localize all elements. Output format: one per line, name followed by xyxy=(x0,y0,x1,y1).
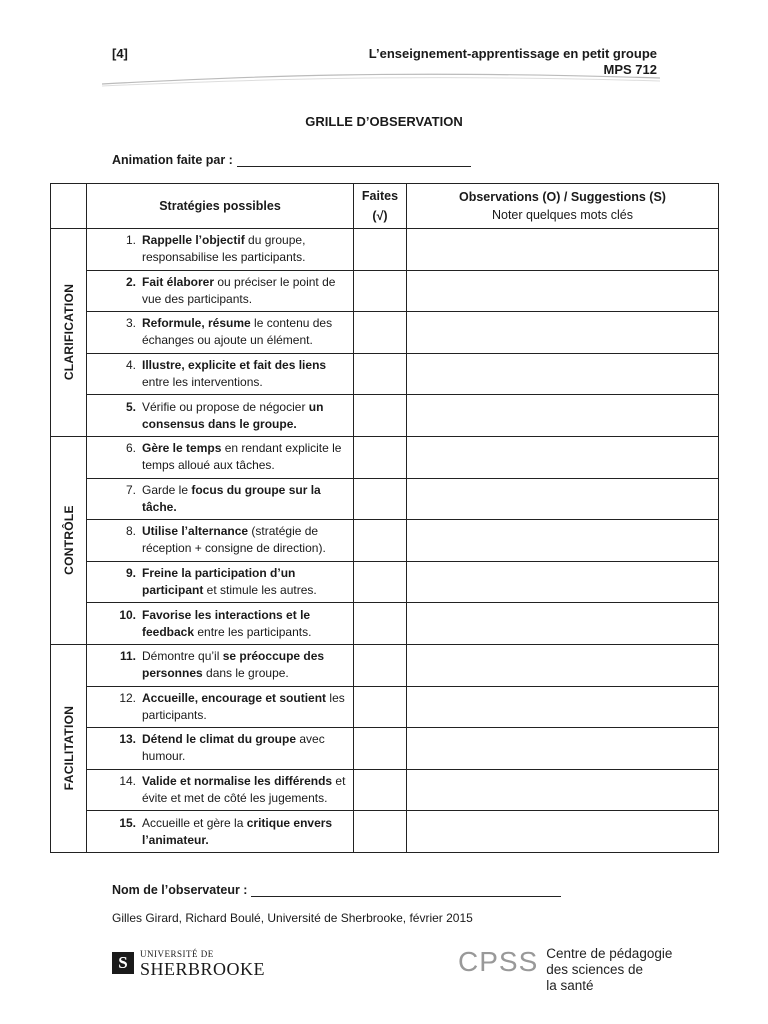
strategy-cell xyxy=(87,603,354,645)
strategy-number: 5. xyxy=(125,399,136,414)
strategy-number: 4. xyxy=(125,358,136,373)
done-header-label: Faites xyxy=(361,189,399,203)
strategy-text xyxy=(142,523,347,557)
done-checkbox-cell[interactable] xyxy=(354,312,407,354)
header-title-line: L’enseignement-apprentissage en petit groupe xyxy=(368,46,657,61)
done-checkbox-cell[interactable] xyxy=(354,436,407,478)
observation-cell[interactable] xyxy=(407,644,719,686)
strategy-text-emphasis: Détend le climat du groupe xyxy=(142,732,297,747)
strategy-row xyxy=(51,686,719,728)
strategy-text-emphasis: Utilise l’alternance xyxy=(142,524,249,539)
strategy-number: 8. xyxy=(125,524,136,539)
strategy-text-emphasis: un consensus dans le groupe. xyxy=(142,399,324,431)
section-label: FACILITATION xyxy=(61,706,76,791)
done-header xyxy=(354,184,407,229)
observer-label: Nom de l’observateur : xyxy=(112,883,248,897)
strategy-number: 11. xyxy=(119,649,136,664)
header-course-code: MPS 712 xyxy=(603,62,657,77)
strategy-text-emphasis: Illustre, explicite et fait des liens xyxy=(142,358,327,373)
strategy-text-rest: en rendant explicite le temps alloué aux tâches. xyxy=(142,441,342,473)
observation-cell[interactable] xyxy=(407,229,719,271)
strategy-text-rest: et stimule les autres. xyxy=(203,583,317,598)
strategy-text xyxy=(142,773,347,807)
observation-cell[interactable] xyxy=(407,561,719,603)
strategy-text-lead: Garde le xyxy=(142,482,192,497)
strategy-text-lead: Vérifie ou propose de négocier xyxy=(142,399,309,414)
strategy-text xyxy=(142,648,347,682)
done-checkbox-cell[interactable] xyxy=(354,561,407,603)
observation-cell[interactable] xyxy=(407,769,719,811)
cpss-name-line3: la santé xyxy=(546,978,594,993)
strategy-row xyxy=(51,312,719,354)
strategy-text xyxy=(142,315,347,349)
strategy-cell xyxy=(87,520,354,562)
cpss-logo xyxy=(458,946,672,994)
strategy-number: 14. xyxy=(119,774,136,789)
strategy-text-rest: le contenu des échanges ou ajoute un élément. xyxy=(142,316,333,348)
done-checkbox-cell[interactable] xyxy=(354,811,407,853)
strategy-text-emphasis: Gère le temps xyxy=(142,441,222,456)
done-checkbox-cell[interactable] xyxy=(354,728,407,770)
observer-field xyxy=(112,882,561,897)
grid-header-row xyxy=(51,184,719,229)
universite-sherbrooke-logo xyxy=(112,948,265,978)
strategy-text xyxy=(142,482,347,516)
strategy-cell xyxy=(87,353,354,395)
done-checkbox-cell[interactable] xyxy=(354,229,407,271)
strategy-text xyxy=(142,274,347,308)
strategy-number: 7. xyxy=(125,482,136,497)
strategy-number: 9. xyxy=(125,566,136,581)
strategy-cell xyxy=(87,561,354,603)
strategy-number: 6. xyxy=(125,441,136,456)
strategy-text-emphasis: se préoccupe des personnes xyxy=(142,649,325,681)
sherbrooke-emblem-icon: S xyxy=(112,952,134,974)
observer-blank-line[interactable] xyxy=(251,882,561,897)
animation-field xyxy=(112,152,471,167)
strategy-text xyxy=(142,565,347,599)
observation-cell[interactable] xyxy=(407,395,719,437)
strategy-text-lead: Démontre qu’il xyxy=(142,649,223,664)
strategy-row xyxy=(51,561,719,603)
strategy-text xyxy=(142,399,347,433)
strategy-row xyxy=(51,353,719,395)
cpss-name-line2: des sciences de xyxy=(546,962,644,977)
done-checkbox-cell[interactable] xyxy=(354,270,407,312)
strategy-text xyxy=(142,232,347,266)
cpss-name-line1: Centre de pédagogie xyxy=(546,946,673,961)
logo-text-sherbrooke: SHERBROOKE xyxy=(140,959,266,979)
strategy-text xyxy=(142,357,347,391)
strategies-header: Stratégies possibles xyxy=(87,184,354,229)
observation-cell[interactable] xyxy=(407,811,719,853)
strategy-cell xyxy=(87,769,354,811)
section-label: CLARIFICATION xyxy=(61,284,76,381)
strategy-number: 2. xyxy=(125,274,136,289)
check-mark-symbol: (√) xyxy=(372,209,388,223)
done-checkbox-cell[interactable] xyxy=(354,603,407,645)
observation-cell[interactable] xyxy=(407,436,719,478)
strategy-text-emphasis: Accueille, encourage et soutient xyxy=(142,690,327,705)
section-cell xyxy=(51,229,87,437)
credits: Gilles Girard, Richard Boulé, Université de Sherbrooke, février 2015 xyxy=(112,911,473,925)
done-checkbox-cell[interactable] xyxy=(354,395,407,437)
strategy-cell xyxy=(87,686,354,728)
strategy-cell xyxy=(87,811,354,853)
observations-header-subtitle: Noter quelques mots clés xyxy=(491,208,634,222)
observation-cell[interactable] xyxy=(407,312,719,354)
strategy-cell xyxy=(87,478,354,520)
strategy-text-emphasis: focus du groupe sur la tâche. xyxy=(142,482,321,514)
strategy-row xyxy=(51,478,719,520)
done-checkbox-cell[interactable] xyxy=(354,644,407,686)
strategy-text xyxy=(142,731,347,765)
page-number: [4] xyxy=(112,46,128,61)
strategy-text xyxy=(142,440,347,474)
document-title: GRILLE D’OBSERVATION xyxy=(305,114,463,129)
observation-cell[interactable] xyxy=(407,686,719,728)
strategy-text-emphasis: critique envers l’animateur. xyxy=(142,815,333,847)
strategy-number: 1. xyxy=(125,233,136,248)
done-checkbox-cell[interactable] xyxy=(354,520,407,562)
strategy-cell xyxy=(87,395,354,437)
strategy-text xyxy=(142,815,347,849)
strategy-text-emphasis: Freine la participation d’un participant xyxy=(142,566,296,598)
strategy-text-rest: entre les interventions. xyxy=(142,375,263,390)
strategy-text-rest: dans le groupe. xyxy=(202,666,289,681)
strategy-text-emphasis: Valide et normalise les différends xyxy=(142,774,333,789)
strategy-text-rest: avec humour. xyxy=(142,732,325,764)
strategy-row xyxy=(51,603,719,645)
observation-cell[interactable] xyxy=(407,478,719,520)
strategy-text-rest: les participants. xyxy=(142,690,345,722)
strategy-text-rest: (stratégie de réception + consigne de direction). xyxy=(142,524,326,556)
strategy-number: 12. xyxy=(119,690,136,705)
section-cell xyxy=(51,644,87,852)
observation-cell[interactable] xyxy=(407,353,719,395)
strategy-text-lead: Accueille et gère la xyxy=(142,815,247,830)
strategy-row xyxy=(51,644,719,686)
strategy-number: 13. xyxy=(119,732,136,747)
strategy-row xyxy=(51,229,719,271)
observations-header xyxy=(407,184,719,229)
strategy-number: 3. xyxy=(125,316,136,331)
animation-blank-line[interactable] xyxy=(237,152,471,167)
strategy-number: 15. xyxy=(119,815,136,830)
strategy-text-emphasis: Fait élaborer xyxy=(142,274,215,289)
header-divider-wave xyxy=(100,72,665,88)
strategy-row xyxy=(51,811,719,853)
strategy-cell xyxy=(87,229,354,271)
strategy-cell xyxy=(87,436,354,478)
observation-cell[interactable] xyxy=(407,728,719,770)
strategy-text-rest: entre les participants. xyxy=(194,624,312,639)
done-checkbox-cell[interactable] xyxy=(354,686,407,728)
strategy-row xyxy=(51,270,719,312)
strategy-cell xyxy=(87,312,354,354)
strategy-row xyxy=(51,395,719,437)
strategy-text xyxy=(142,607,347,641)
strategy-text xyxy=(142,690,347,724)
strategy-text-emphasis: Reformule, résume xyxy=(142,316,251,331)
done-checkbox-cell[interactable] xyxy=(354,353,407,395)
strategy-row xyxy=(51,436,719,478)
strategy-text-rest: du groupe, responsabilise les participants. xyxy=(142,233,306,265)
strategy-text-emphasis: Favorise les interactions et le feedback xyxy=(142,607,311,639)
section-label: CONTRÔLE xyxy=(61,505,76,576)
strategy-row xyxy=(51,520,719,562)
observation-cell[interactable] xyxy=(407,603,719,645)
done-checkbox-cell[interactable] xyxy=(354,769,407,811)
logo-text-universite: UNIVERSITÉ DE xyxy=(140,949,214,959)
cpss-acronym: CPSS xyxy=(458,946,539,977)
observation-cell[interactable] xyxy=(407,520,719,562)
strategy-cell xyxy=(87,644,354,686)
observation-grid xyxy=(50,183,719,853)
observations-header-title: Observations (O) / Suggestions (S) xyxy=(459,190,666,204)
strategy-number: 10. xyxy=(119,607,136,622)
strategy-cell xyxy=(87,728,354,770)
observation-cell[interactable] xyxy=(407,270,719,312)
strategy-cell xyxy=(87,270,354,312)
section-header-cell xyxy=(51,184,87,229)
done-checkbox-cell[interactable] xyxy=(354,478,407,520)
strategy-text-rest: et évite et met de côté les jugements. xyxy=(142,774,346,806)
strategy-text-emphasis: Rappelle l’objectif xyxy=(142,233,245,248)
strategy-text-rest: ou préciser le point de vue des participants. xyxy=(142,274,336,306)
animation-label: Animation faite par : xyxy=(112,153,233,167)
strategy-row xyxy=(51,769,719,811)
section-cell xyxy=(51,436,87,644)
strategy-row xyxy=(51,728,719,770)
